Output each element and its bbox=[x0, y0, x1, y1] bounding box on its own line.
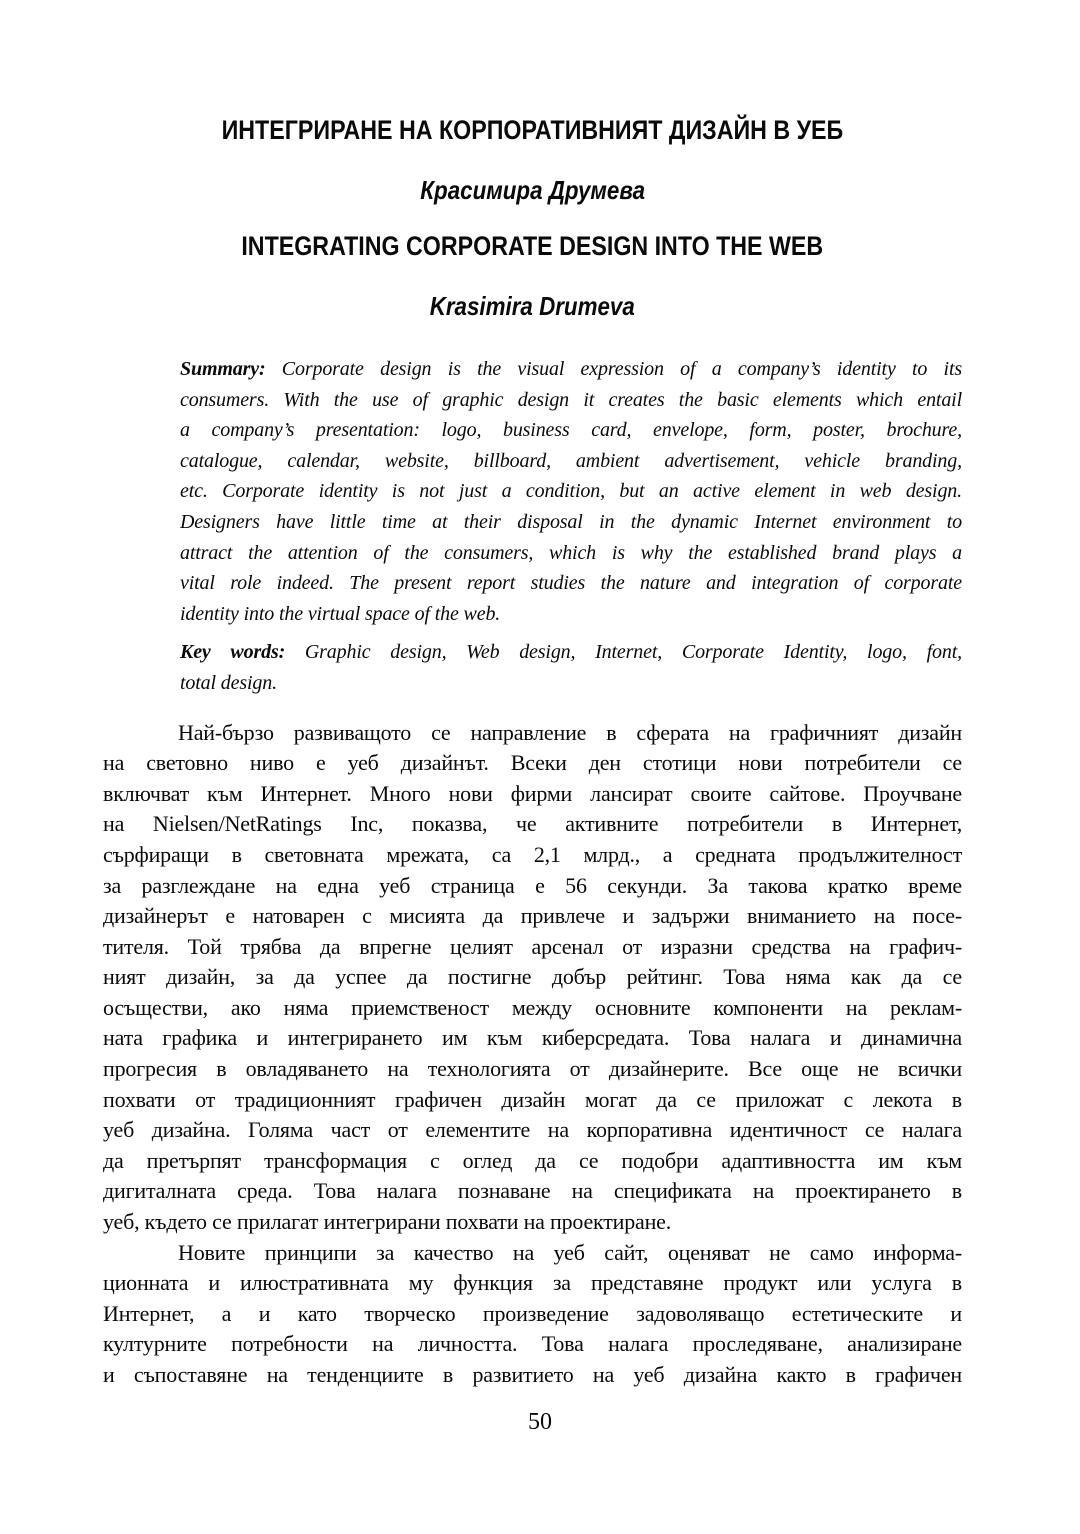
text-line: catalogue, calendar, website, billboard, ambient advertisement, vehicle branding, bbox=[180, 449, 962, 472]
text-line: Новите принципи за качество на уеб сайт, оценяват не само информа- bbox=[178, 1239, 962, 1265]
body-paragraph-2 bbox=[103, 1238, 962, 1391]
text-line: ният дизайн, за да успее да постигне добър рейтинг. Това няма как да се bbox=[103, 964, 962, 990]
text-line: тителя. Той трябва да впрегне целият арсенал от изразни средства на графич- bbox=[103, 933, 962, 959]
text-line: да претърпят трансформация с оглед да се подобри адаптивността им към bbox=[103, 1147, 962, 1173]
text-line: total design. bbox=[180, 671, 277, 694]
author-english-text: Krasimira Drumeva bbox=[429, 291, 636, 321]
text-line: похвати от традиционният графичен дизайн могат да се приложат с лекота в bbox=[103, 1086, 962, 1112]
text-line: и съпоставяне на тенденциите в развитието на уеб дизайна както в графичен bbox=[103, 1362, 962, 1387]
summary-paragraph bbox=[180, 354, 962, 629]
title-english bbox=[103, 230, 962, 262]
keywords-label: Key words: bbox=[180, 641, 286, 664]
author-bulgarian-text: Красимира Друмева bbox=[420, 175, 645, 205]
abstract-section bbox=[180, 354, 962, 699]
text-line: identity into the virtual space of the web. bbox=[180, 602, 501, 625]
text-line: уеб, където се прилагат интегрирани похвати на проектиране. bbox=[103, 1209, 672, 1235]
text-line: сърфиращи в световната мрежата, са 2,1 млрд., а средната продължителност bbox=[103, 841, 962, 867]
text-line: дигиталната среда. Това налага познаване на спецификата на проектирането в bbox=[103, 1178, 962, 1204]
text-line: прогресия в овладяването на технологията от дизайнерите. Все още не всички bbox=[103, 1056, 962, 1082]
text-line: дизайнерът е натоварен с мисията да привлече и задържи вниманието на посе- bbox=[103, 903, 962, 929]
author-english bbox=[103, 290, 962, 322]
text-line: attract the attention of the consumers, which is why the established brand plays a bbox=[180, 541, 962, 564]
page-number: 50 bbox=[528, 1409, 552, 1435]
text-line: consumers. With the use of graphic design it creates the basic elements which entail bbox=[180, 388, 962, 411]
text-line: ционната и илюстративната му функция за представяне продукт или услуга в bbox=[103, 1270, 962, 1296]
text-line: уеб дизайна. Голяма част от елементите на корпоративна идентичност се налага bbox=[103, 1117, 962, 1143]
text-line: vital role indeed. The present report studies the nature and integration of corporate bbox=[180, 572, 962, 595]
body-paragraph-1 bbox=[103, 718, 962, 1238]
text-line: осъществи, ако няма приемственост между основните компоненти на реклам- bbox=[103, 994, 962, 1020]
text-line: на Nielsen/NetRatings Inc, показва, че активните потребители в Интернет, bbox=[103, 811, 962, 837]
title-english-text: INTEGRATING CORPORATE DESIGN INTO THE WEB bbox=[241, 231, 824, 261]
text-line: Интернет, а и като творческо произведение задоволяващо естетическите и bbox=[103, 1300, 962, 1326]
title-bulgarian-text: ИНТЕГРИРАНЕ НА КОРПОРАТИВНИЯТ ДИЗАЙН В УЕБ bbox=[221, 115, 844, 145]
text-line: Designers have little time at their disposal in the dynamic Internet environment to bbox=[180, 510, 962, 533]
text-line: ната графика и интегрирането им към киберсредата. Това налага и динамична bbox=[103, 1025, 962, 1051]
summary-label: Summary: bbox=[180, 358, 266, 380]
text-line: за разглеждане на една уеб страница е 56 секунди. За такова кратко време bbox=[103, 872, 962, 898]
text-line: културните потребности на личността. Това налага проследяване, анализиране bbox=[103, 1331, 962, 1357]
text-line: на световно ниво е уеб дизайнът. Всеки ден стотици нови потребители се bbox=[103, 750, 962, 776]
title-bulgarian bbox=[103, 114, 962, 146]
text-line: включват към Интернет. Много нови фирми лансират своите сайтове. Проучване bbox=[103, 780, 962, 806]
text-line: a company’s presentation: logo, business card, envelope, form, poster, brochure, bbox=[180, 419, 962, 442]
article-body bbox=[103, 718, 962, 1391]
author-bulgarian bbox=[103, 174, 962, 206]
text-line: etc. Corporate identity is not just a condition, but an active element in web design. bbox=[180, 480, 962, 503]
keywords-paragraph bbox=[180, 637, 962, 698]
text-line: Най-бързо развиващото се направление в сферата на графичният дизайн bbox=[178, 719, 962, 745]
text-line: Key words: Graphic design, Web design, Internet, Corporate Identity, logo, font, bbox=[180, 641, 962, 664]
text-line: Summary: Corporate design is the visual expression of a company’s identity to its bbox=[180, 358, 962, 380]
